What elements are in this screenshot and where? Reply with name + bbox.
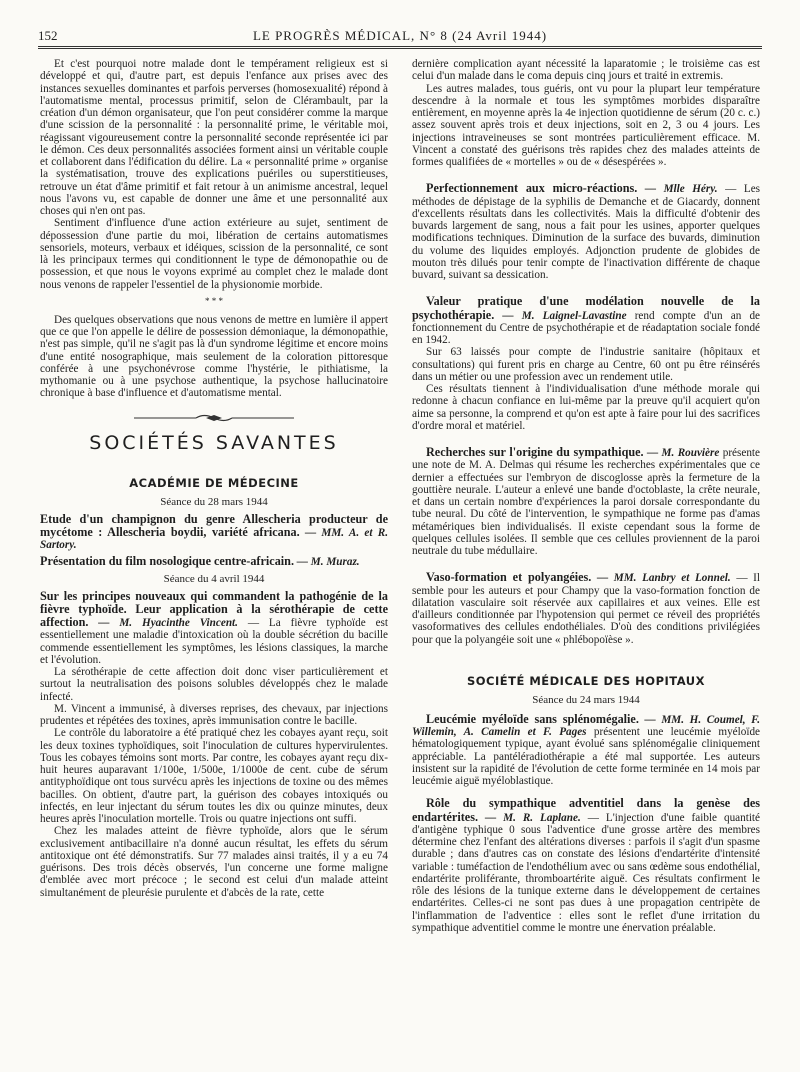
communication bbox=[40, 513, 388, 552]
communication-title: Présentation du film nosologique centre-africain. bbox=[40, 554, 294, 569]
communication-title: Valeur pratique d'une modélation nouvelle de la psychothérapie. bbox=[412, 294, 760, 322]
communication bbox=[412, 713, 760, 788]
paragraph: Et c'est pourquoi notre malade dont le tempérament religieux est si développé et qui, d'autre part, est depuis l'enfance aux prises avec des instances sexuelles dominantes et parfois perverses (homosexualité) répond à l'automatisme mental, processus primitif, selon de Clérambault, par la création d'un démon organisateur, que l'on peut considérer comme la marque d'une scission de la personnalité : la personnalité prime, le véritable moi, réagissant vigoureusement contre la personnalité seconde représentée ici par le démon. Ces deux personnalités associées forment ainsi un véritable couple et collaborent dans l'édification du délire. La « personnalité prime » organise la systématisation, trouve des explications puériles ou superstitieuses, retrouve un état d'âme primitif et fait retour à un animisme ancestral, lequel nous l'avons vu, est capable de donner une âme et une personnalité aux choses qui n'en ont pas. bbox=[40, 58, 388, 217]
communication-author: — MM. Lanbry et Lonnel. bbox=[596, 572, 731, 585]
communication-author: — M. Hyacinthe Vincent. bbox=[98, 617, 238, 629]
section-stars: * * * bbox=[205, 295, 223, 306]
communication bbox=[40, 555, 388, 568]
section-heading-societes-savantes: SOCIÉTÉS SAVANTES bbox=[89, 431, 339, 454]
paragraph: présente une note de M. A. Delmas qui résume les recherches expérimentales que ce dernier a effectuées sur l'embryon de discoglosse après la fermeture de la gouttière neurale. L'auteur a enlevé une bande d'octoblaste, la crête neurale, et dans un certain nombre d'expériences la paroi dorsale correspondante du tube neural. Du côté de l'intervention, le sympathique ne forme pas d'amas métamériques bien individualisés. Il existe cependant sous la forme de quelques cellules isolées. Il semble que ces cellules proviennent de la paroi neutrale du tube médullaire. bbox=[412, 447, 761, 557]
communication bbox=[412, 295, 760, 346]
paragraph: La sérothérapie de cette affection doit donc viser particulièrement et surtout la neutralisation des poisons solubles développés chez le malade infecté. bbox=[40, 666, 388, 703]
session-date: Séance du 24 mars 1944 bbox=[532, 693, 640, 706]
right-column bbox=[412, 58, 760, 934]
communication-author: — MM. A. et R. Sartory. bbox=[40, 526, 389, 551]
paragraph: Ces résultats tiennent à l'individualisation d'une méthode morale qui redonne à chacun confiance en lui-même par la preuve qu'il acquiert qu'on aime sa personne, la comprend et qu'on est apte à faire pour lui des sacrifices d'ordre moral et matériel. bbox=[412, 383, 760, 432]
communication-author: — M. Muraz. bbox=[296, 556, 360, 569]
paragraph: — Les méthodes de dépistage de la syphilis de Demanche et de Giacardy, donnent d'excellents résultats dans les collectivités. Mais la difficulté d'obtenir des buvards largement de sang, nous a fait pour les usines, apporter quelques modifications techniques. Diminution de la surface des buvards, diminution du volume des liquides employés. Adjonction prudente de globides de mouton très dilués pour tenir compte de l'inactivation différente de chaque buvard, suivant sa dessication. bbox=[412, 183, 761, 281]
paragraph: — L'injection d'une faible quantité d'antigène typhique 0 sous l'adventice d'une grosse artère des membres détermine chez l'enfant des altérations diverses : parfois il s'agit d'un spasme durable ; dans d'autres cas on constate des lésions d'endartérite d'intensité variable : tuméfaction de l'endothélium avec ou sans œdème sous endothélial, endartérite proliférante, thromboartérite aiguë. Ces résultats confirment le rôle des lésions de la tunique externe dans le développement de certaines endartérites. Celles-ci ne sont pas dues à une propagation centripète de l'inflammation de l'adventice : elles sont le reflet d'une irritation du sympathique adventitiel comme le montre une énervation préalable. bbox=[412, 811, 761, 934]
communication bbox=[40, 590, 388, 667]
paragraph: — La fièvre typhoïde est essentiellement une maladie d'intoxication où la double sécrétion du bacille commende essentiellement les symptômes, les lésions classiques, la marche et l'évolution. bbox=[40, 617, 389, 666]
paragraph: Chez les malades atteint de fièvre typhoïde, alors que le sérum exclusivement antibacillaire n'a donné aucun résultat, les effets du sérum antitoxique ont été démonstratifs. Sur 77 malades ainsi traités, il y a eu 74 guérisons. Des trois décès observés, l'un concerne une forme maligne d'emblée avec mort précoce ; le second est celui d'un malade atteint simultanément de pleurésie purulente et d'abcès de la rate, cette bbox=[40, 825, 388, 899]
society-heading-academie: ACADÉMIE DE MÉDECINE bbox=[129, 475, 299, 490]
paragraph: Sentiment d'influence d'une action extérieure au sujet, sentiment de dépossession d'une partie du moi, libération de certains automatismes sensoriels, moteurs, verbaux et idéiques, scission de la personnalité, ce sont là les principaux termes qui conditionnent le type de démonopathie ou de possession, et que nous le voyons exprimé au complet chez le malade dont nous venons de rappeler l'essentiel de la physionomie morbide. bbox=[40, 217, 388, 291]
communication-title: Etude d'un champignon du genre Allescheria producteur de mycétome : Allescheria boydii, variété africana. bbox=[40, 511, 388, 539]
left-column bbox=[40, 58, 388, 899]
communication bbox=[412, 446, 760, 557]
paragraph: dernière complication ayant nécessité la laparatomie ; le troisième cas est celui d'un malade dans le coma depuis cinq jours et traité in extremis. bbox=[412, 58, 760, 83]
communication-author: — M. R. Laplane. bbox=[484, 811, 581, 824]
communication-title: Leucémie myéloïde sans splénomégalie. bbox=[426, 711, 639, 726]
header-rule bbox=[38, 46, 762, 47]
session-date: Séance du 28 mars 1944 bbox=[160, 495, 268, 508]
running-title: LE PROGRÈS MÉDICAL, N° 8 (24 Avril 1944) bbox=[252, 28, 548, 43]
communication-author: — MM. H. Coumel, F. Willemin, A. Camelin et F. Pages bbox=[412, 713, 760, 738]
communication bbox=[412, 182, 760, 281]
communication-title: Sur les principes nouveaux qui commandent la pathogénie de la fièvre typhoïde. Leur application à la sérothérapie de cette affection. bbox=[40, 588, 388, 629]
paragraph: Le contrôle du laboratoire a été pratiqué chez les cobayes ayant reçu, soit les deux toxines typhoïdiques, soit l'inoculation de cultures hypervirulentes. Tous les cobayes témoins sont morts. Par contre, les cobayes ayant reçu dix-huit heures auparavant 1/100e, 1/500e, 1/1000e de cent. cube de sérum antityphoïdique ont tous survécu après les injections de toxine ou des mêmes bacilles. On obtient, d'autre part, la guérison des cobayes intoxiqués ou infectés, en leur injectant du sérum toutes les dix ou quinze minutes, deux heures après l'inoculation mortelle. Trois ou quatre injections ont suffi. bbox=[40, 727, 388, 825]
session-date: Séance du 4 avril 1944 bbox=[163, 572, 265, 585]
communication bbox=[412, 571, 760, 646]
paragraph: M. Vincent a immunisé, à diverses reprises, des chevaux, par injections prudentes et répétées des toxines, après immunisation contre le bacille. bbox=[40, 702, 388, 727]
communication-title: Vaso-formation et polyangéies. bbox=[426, 570, 592, 585]
communication bbox=[412, 797, 760, 934]
paragraph: — Il semble pour les auteurs et pour Champy que la vaso-formation fonction de dilatation vasculaire soit réservée aux capillaires et aux veines. Elle est d'ailleurs conditionnée par l'hypotension qui permet ce réveil des propriétés vasoformatives des cellules endothéliales. D'où des conditions privilégiées pour que la polyangéie soit une « phlébopoïèse ». bbox=[412, 572, 760, 646]
divider-ornament-icon bbox=[134, 412, 294, 424]
communication-title: Rôle du sympathique adventitiel dans la genèse des endartérites. bbox=[412, 796, 760, 824]
society-heading-hopitaux: SOCIÉTÉ MÉDICALE DES HOPITAUX bbox=[467, 673, 705, 688]
paragraph: rend compte d'un an de fonctionnement du Centre de psychothérapie et de réadaptation sociale fondé en 1942. bbox=[412, 309, 761, 346]
paragraph: Sur 63 laissés pour compte de l'industrie sanitaire (hôpitaux et consultations) qui furent pris en charge au Centre, 60 ont pu être réinsérés dans un métier ou une profession avec un rendement utile. bbox=[412, 346, 760, 383]
communication-author: — Mlle Héry. bbox=[644, 183, 718, 196]
communication-author: — M. Rouvière bbox=[646, 447, 720, 459]
communication-title: Perfectionnement aux micro-réactions. bbox=[426, 181, 638, 196]
page-number: 152 bbox=[38, 28, 58, 43]
communication-author: — M. Laignel-Lavastine bbox=[502, 309, 627, 322]
paragraph: Des quelques observations que nous venons de mettre en lumière il appert que ce que l'on appelle le délire de possession démoniaque, la démonopathie, n'est pas simple, qu'il ne s'agit pas là d'un syndrome légitime et encore moins d'une entité nosographique, mais seulement de la coloration pittoresque conférée à une psychonévrose comme l'hystérie, le pithiatisme, la mythomanie ou à une psychose authentique, la psychose hallucinatoire chronique à base d'influence et d'automatisme mental. bbox=[40, 313, 388, 400]
header-rule-double bbox=[38, 48, 762, 49]
communication-title: Recherches sur l'origine du sympathique. bbox=[426, 445, 644, 459]
paragraph: Les autres malades, tous guéris, ont vu pour la plupart leur température descendre à la normale et tous les symptômes morbides disparaître entièrement, en moyenne après la 4e injection quotidienne de sérum (20 c. c.) assez souvent après trois et deux injections, soit en 2, 3 ou 4 jours. Les injections intraveineuses se sont montrées particulièrement efficace. M. Vincent a constaté des guérisons très rapides chez des malades atteints de formes qualifiées de « mortelles » ou de « désespérées ». bbox=[412, 82, 760, 168]
paragraph: présentent une leucémie myéloïde hématologiquement typique, ayant évolué sans splénomégalie cliniquement appréciable. La pantéléradiothérapie a été mal supportée. Les auteurs insistent sur la rapidité de l'évolution de cette forme terminée en 14 mois par leucémie aiguë myéloblastique. bbox=[412, 726, 761, 787]
page-header bbox=[38, 26, 762, 46]
